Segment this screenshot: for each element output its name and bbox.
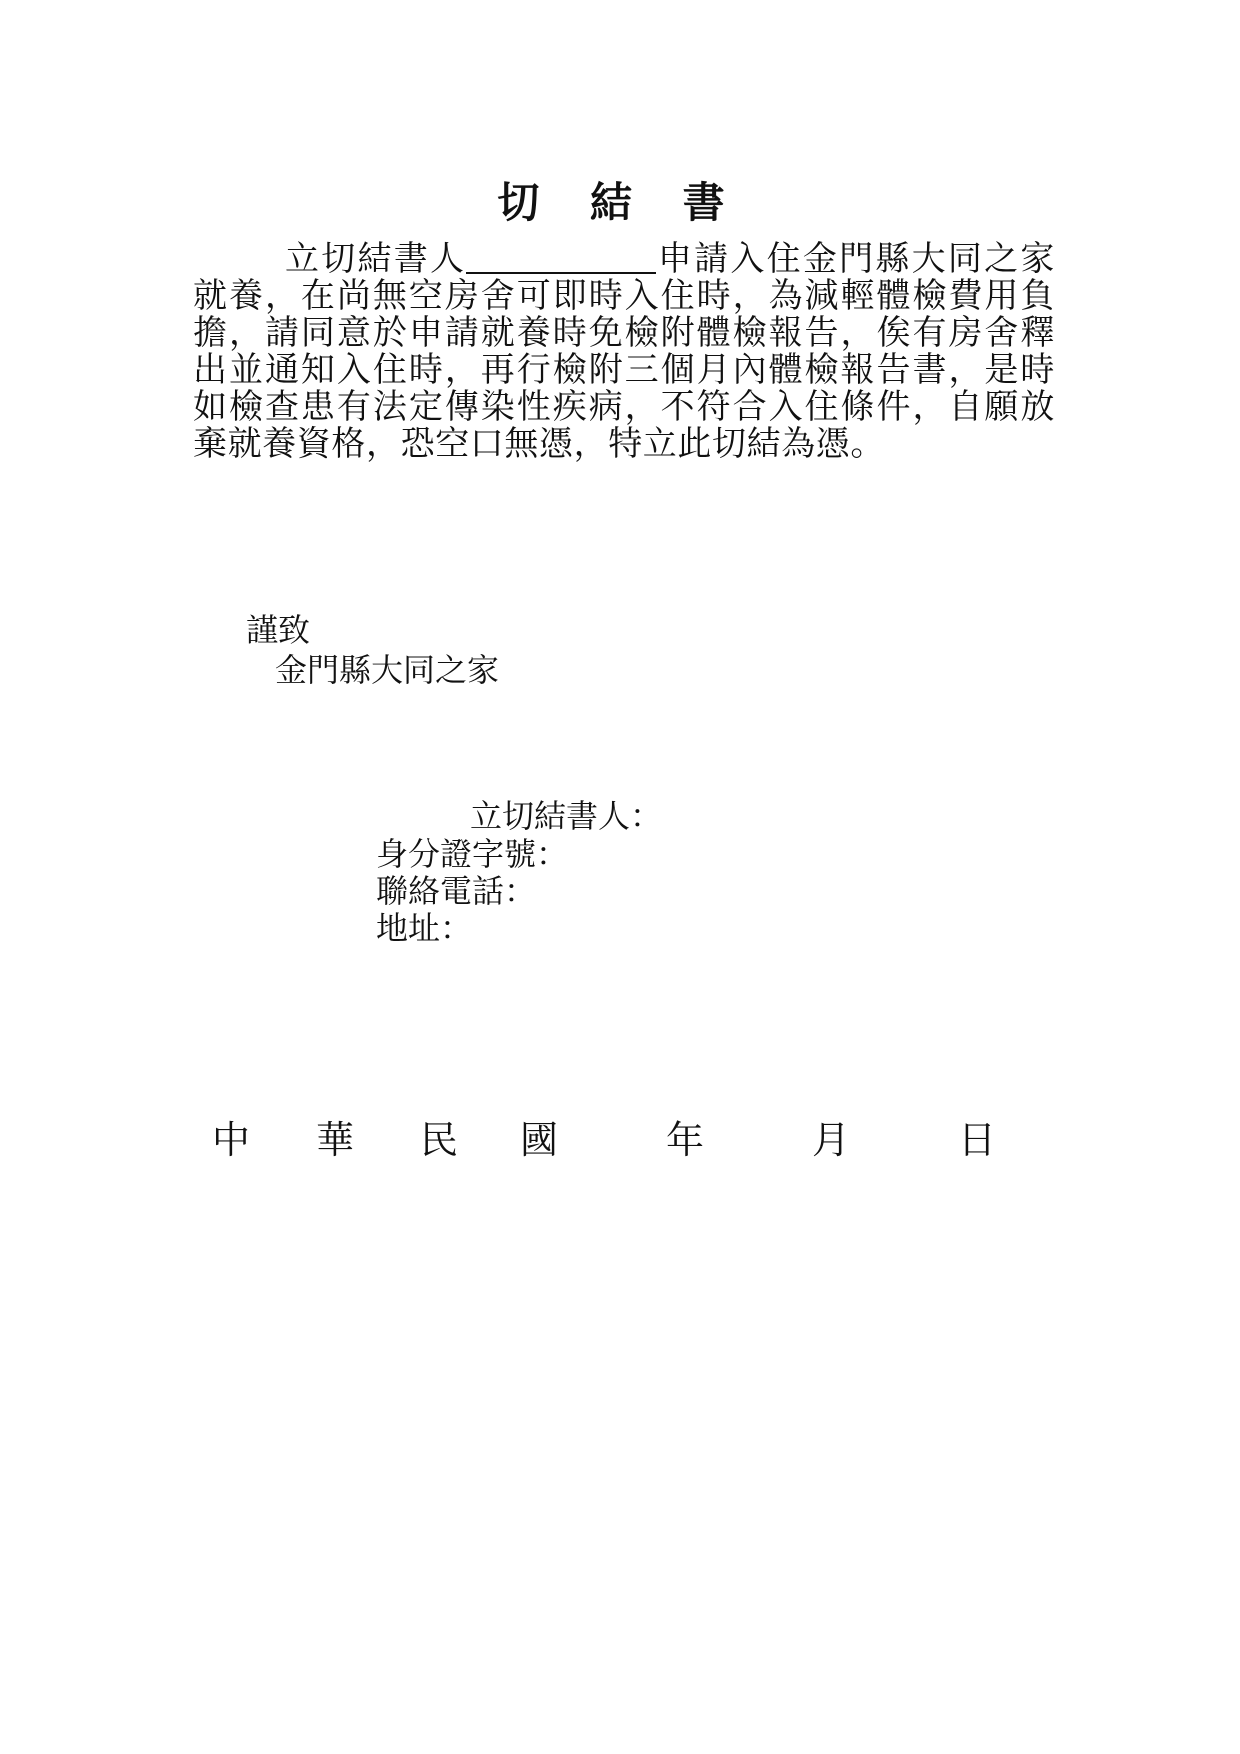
recipient: 金門縣大同之家 (275, 651, 500, 689)
date-year-label: 年 (666, 1118, 705, 1162)
signer-name-label: 立切結書人： (470, 797, 663, 835)
id-number-label: 身分證字號： (376, 835, 569, 873)
phone-label: 聯絡電話： (376, 872, 537, 910)
date-day-label: 日 (958, 1118, 997, 1162)
statement-opening: 立切結書人 (285, 239, 467, 279)
name-blank-line (466, 242, 656, 274)
date-char-3: 民 (420, 1118, 459, 1162)
salutation: 謹致 (246, 611, 311, 649)
address-label: 地址： (376, 909, 473, 947)
statement-text: 申請入住金門縣大同之家就養，在尚無空房舍可即時入住時，為減輕體檢費用負擔，請同意於申請就養時免檢附體檢報告，俟有房舍釋出並通知入住時，再行檢附三個月內體檢報告書，是時如檢查患有法定傳染性疾病，不符合入住條件，自願放棄就養資格，恐空口無憑，特立此切結為憑。 (193, 239, 1055, 464)
date-char-1: 中 (212, 1118, 251, 1162)
statement-paragraph (193, 238, 1055, 463)
date-month-label: 月 (812, 1118, 851, 1162)
date-char-4: 國 (520, 1118, 559, 1162)
document-title: 切 結 書 (497, 178, 743, 227)
date-char-2: 華 (316, 1118, 355, 1162)
